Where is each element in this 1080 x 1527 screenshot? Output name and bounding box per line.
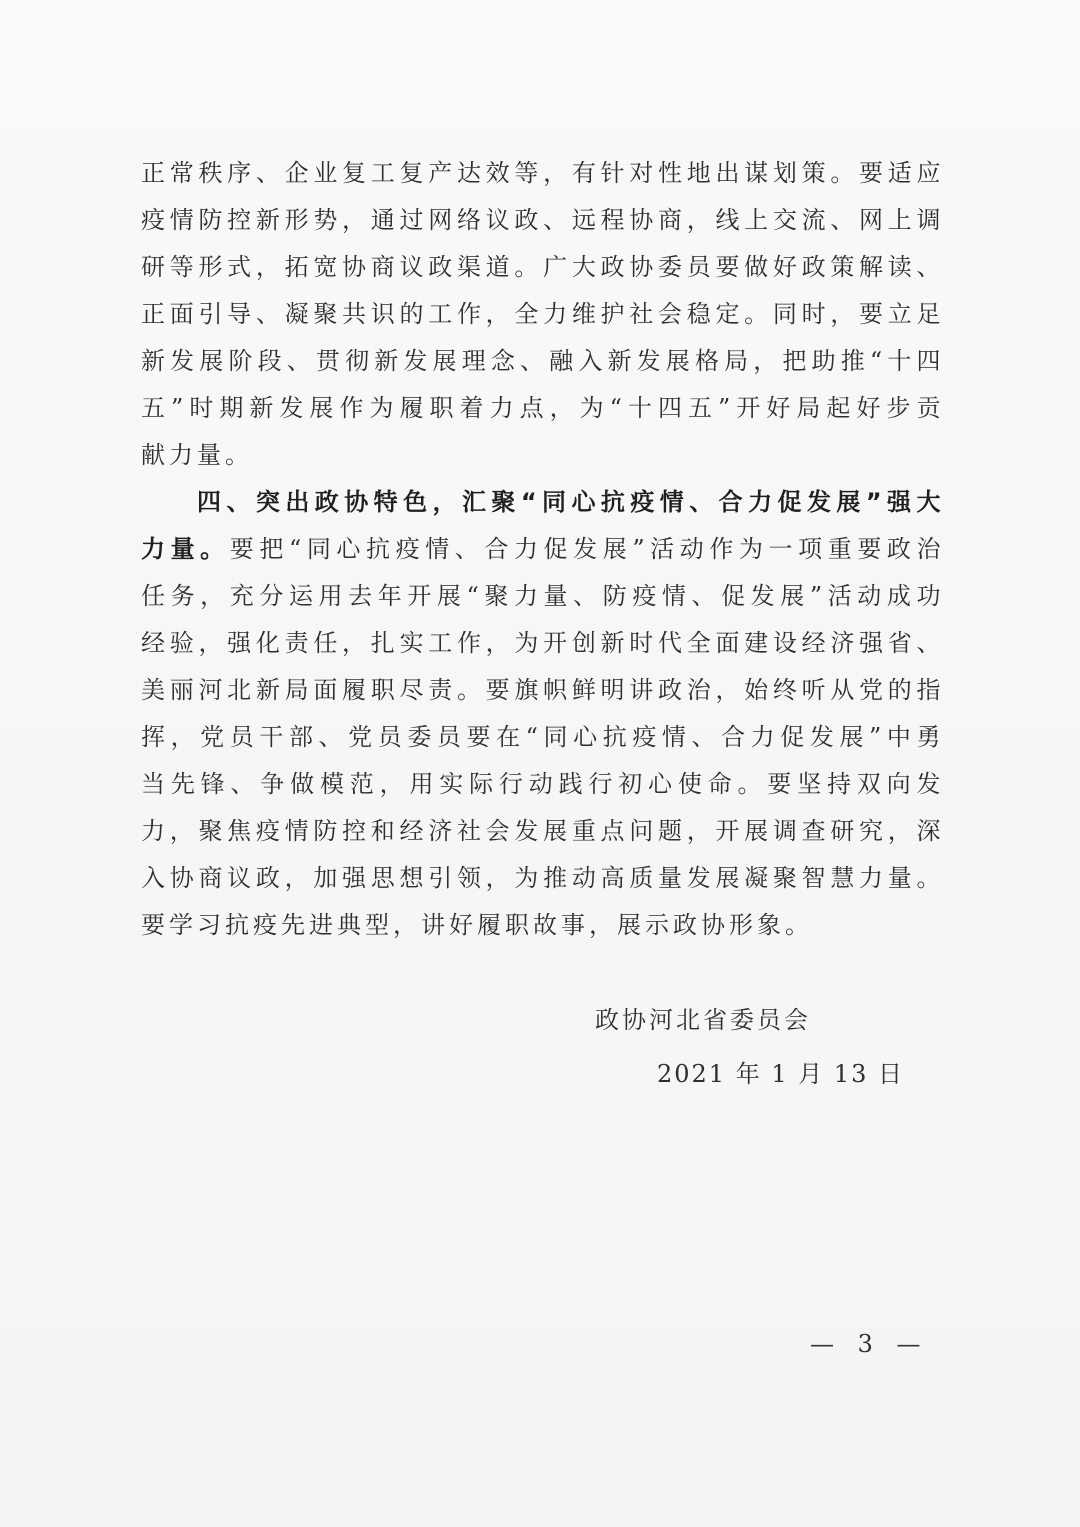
page-number: — 3 — (810, 1330, 929, 1358)
signature: 政协河北省委员会 (595, 1006, 811, 1034)
text-line: 当先锋、争做模范，用实际行动践行初心使命。要坚持双向发 (141, 770, 941, 798)
text-line: 正常秩序、企业复工复产达效等，有针对性地出谋划策。要适应 (141, 159, 941, 187)
text-line: 任务，充分运用去年开展“聚力量、防疫情、促发展”活动成功 (141, 582, 941, 610)
document-body (141, 150, 941, 949)
section-heading-end: 力量。 (141, 535, 230, 563)
text-line: 五”时期新发展作为履职着力点，为“十四五”开好局起好步贡 (141, 394, 941, 422)
text-line: 经验，强化责任，扎实工作，为开创新时代全面建设经济强省、 (141, 629, 941, 657)
date: 2021 年 1 月 13 日 (657, 1060, 905, 1088)
text-line: 研等形式，拓宽协商议政渠道。广大政协委员要做好政策解读、 (141, 253, 941, 281)
text-line: 美丽河北新局面履职尽责。要旗帜鲜明讲政治，始终听从党的指 (141, 676, 941, 704)
section-heading-continuation (141, 526, 941, 573)
text-line: 正面引导、凝聚共识的工作，全力维护社会稳定。同时，要立足 (141, 300, 941, 328)
text-line: 疫情防控新形势，通过网络议政、远程协商，线上交流、网上调 (141, 206, 941, 234)
text-line: 新发展阶段、贯彻新发展理念、融入新发展格局，把助推“十四 (141, 347, 941, 375)
text-line: 力，聚焦疫情防控和经济社会发展重点问题，开展调查研究，深 (141, 817, 941, 845)
text-line: 入协商议政，加强思想引领，为推动高质量发展凝聚智慧力量。 (141, 864, 941, 892)
section-heading: 四、突出政协特色，汇聚“同心抗疫情、合力促发展”强大 (197, 488, 941, 516)
text-line: 要学习抗疫先进典型，讲好履职故事，展示政协形象。 (141, 911, 813, 939)
text-line: 献力量。 (141, 441, 253, 469)
text-line: 挥，党员干部、党员委员要在“同心抗疫情、合力促发展”中勇 (141, 723, 941, 751)
section-text-start: 要把“同心抗疫情、合力促发展”活动作为一项重要政治 (229, 535, 941, 563)
